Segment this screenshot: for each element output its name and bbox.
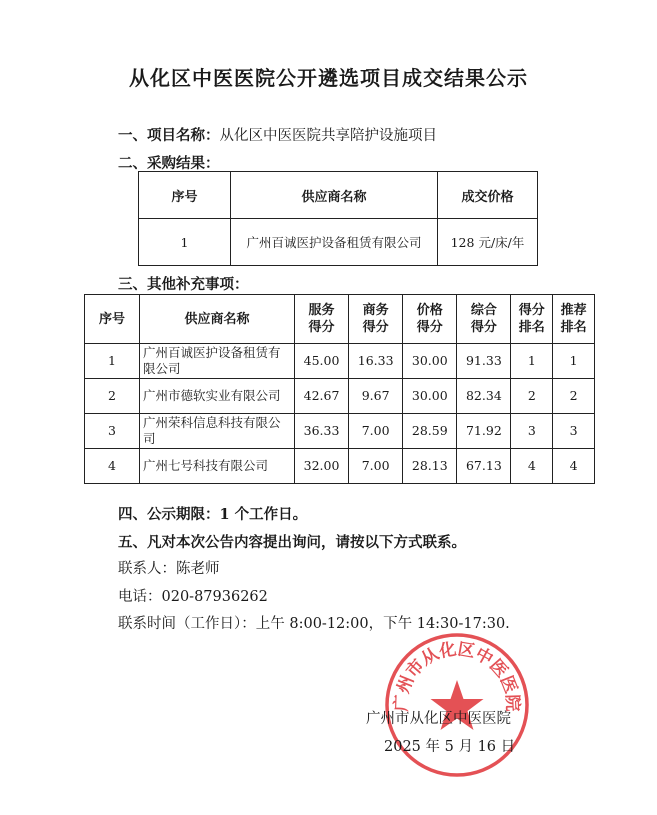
score-header-service: 服务 得分 [295,295,349,344]
score-cell-score-rank: 3 [511,414,553,449]
score-cell-supplier: 广州百诚医护设备租赁有限公司 [140,344,295,379]
score-cell-service: 42.67 [295,379,349,414]
project-name-label: 一、项目名称： [118,127,220,144]
score-cell-price: 28.59 [403,414,457,449]
table-row [139,219,538,266]
score-cell-price: 30.00 [403,344,457,379]
score-cell-total: 71.92 [457,414,511,449]
inquiry-notice: 五、凡对本次公告内容提出询问，请按以下方式联系。 [118,534,466,551]
supplementary-heading: 三、其他补充事项： [118,276,249,293]
score-cell-recommend-rank: 3 [553,414,595,449]
project-name-value: 从化区中医医院共享陪护设施项目 [219,128,437,144]
score-header-score-rank: 得分 排名 [511,295,553,344]
score-cell-supplier: 广州市德软实业有限公司 [140,379,295,414]
score-cell-recommend-rank: 4 [553,449,595,484]
seal-text: 广州市从化区中医医院 [391,639,523,712]
score-cell-business: 7.00 [349,449,403,484]
score-cell-price: 28.13 [403,449,457,484]
table-row [85,449,595,484]
score-cell-service: 36.33 [295,414,349,449]
result-cell-price: 128 元/床/年 [438,219,538,266]
score-header-no: 序号 [85,295,140,344]
score-cell-price: 30.00 [403,379,457,414]
page-title: 从化区中医医院公开遴选项目成交结果公示 [129,66,528,90]
result-table-header-row [139,172,538,219]
score-cell-supplier: 广州七号科技有限公司 [140,449,295,484]
score-cell-business: 9.67 [349,379,403,414]
table-row [85,379,595,414]
result-header-supplier: 供应商名称 [231,172,438,219]
score-header-total: 综合 得分 [457,295,511,344]
notice-period: 四、公示期限：1 个工作日。 [118,506,308,523]
score-cell-service: 32.00 [295,449,349,484]
score-header-business: 商务 得分 [349,295,403,344]
score-cell-total: 67.13 [457,449,511,484]
score-table [84,294,595,484]
table-row [85,344,595,379]
score-cell-no: 2 [85,379,140,414]
score-cell-recommend-rank: 1 [553,344,595,379]
score-cell-service: 45.00 [295,344,349,379]
score-cell-total: 82.34 [457,379,511,414]
signature-organization: 广州市从化区中医医院 [366,711,511,727]
score-header-recommend-rank: 推荐 排名 [553,295,595,344]
score-cell-score-rank: 4 [511,449,553,484]
contact-time: 联系时间（工作日）：上午 8:00-12:00，下午 14:30-17:30. [118,616,510,632]
score-cell-business: 16.33 [349,344,403,379]
score-cell-recommend-rank: 2 [553,379,595,414]
score-cell-no: 3 [85,414,140,449]
procurement-result-heading: 二、采购结果： [118,155,220,172]
official-seal-icon [382,630,532,780]
score-cell-no: 4 [85,449,140,484]
result-header-price: 成交价格 [438,172,538,219]
project-name-line [118,124,437,145]
result-cell-no: 1 [139,219,231,266]
contact-person: 联系人：陈老师 [118,561,220,577]
score-header-supplier: 供应商名称 [140,295,295,344]
signature-date: 2025 年 5 月 16 日 [384,739,516,755]
score-cell-score-rank: 2 [511,379,553,414]
score-cell-business: 7.00 [349,414,403,449]
table-row [85,414,595,449]
score-table-header-row [85,295,595,344]
result-table [138,171,538,266]
score-header-price: 价格 得分 [403,295,457,344]
score-cell-total: 91.33 [457,344,511,379]
score-cell-supplier: 广州荣科信息科技有限公司 [140,414,295,449]
score-cell-no: 1 [85,344,140,379]
score-cell-score-rank: 1 [511,344,553,379]
result-cell-supplier: 广州百诚医护设备租赁有限公司 [231,219,438,266]
result-header-no: 序号 [139,172,231,219]
contact-phone: 电话：020-87936262 [118,589,268,605]
